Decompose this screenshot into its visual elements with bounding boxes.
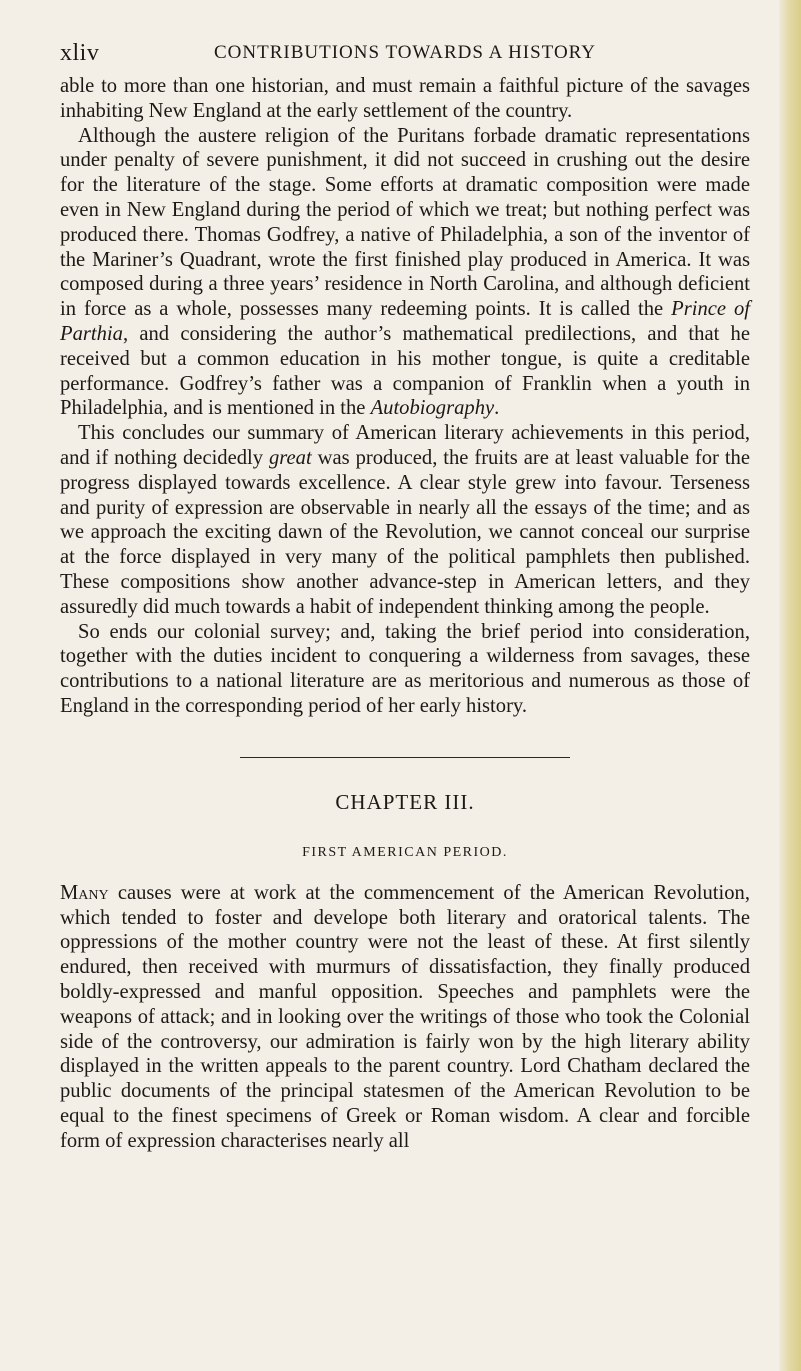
section-title: FIRST AMERICAN PERIOD.: [302, 844, 508, 860]
page-edge: [779, 0, 801, 1371]
section-divider: [240, 757, 570, 758]
book-page: [60, 40, 750, 1153]
text-segment: , and considering the author’s mathematical predilections, and that he received but a common education in his mother tongue, is quite a creditable performance. Godfrey’s father was a companion of Franklin when a youth in Philadelphia, and is mentioned in the: [60, 322, 750, 420]
italic-word-great: great: [268, 446, 312, 469]
italic-title-prince-of-parthia: Prince of Parthia: [60, 298, 750, 345]
paragraph-drama: [60, 124, 750, 422]
running-title: CONTRIBUTIONS TOWARDS A HISTORY: [213, 42, 597, 63]
text-segment: causes were at work at the commencement of the American Revolution, which tended to foster and develope both literary and oratorical talents. The oppressions of the mother country were not the least of these. At first silently endured, then received with murmurs of dissatisfaction, they finally produced boldly-expressed and manful opposition. Speeches and pamphlets were the weapons of attack; and in looking over the writings of those who took the Colonial side of the controversy, our admiration is fairly won by the high literary ability displayed in the written appeals to the parent country. Lord Chatham declared the public documents of the principal statesmen of the American Revolution to be equal to the finest specimens of Greek or Roman wisdom. A clear and forcible form of expression characterises nearly all: [60, 881, 750, 1152]
text-segment: .: [494, 397, 500, 420]
paragraph-conclusion: So ends our colonial survey; and, taking the brief period into consideration, together with the duties incident to conquering a wilderness from savages, these contributions to a national literature are as meritorious and numerous as those of England in the corresponding period of her early history.: [60, 620, 750, 717]
chapter-title: CHAPTER III.: [335, 789, 475, 814]
italic-title-autobiography: Autobiography: [370, 397, 495, 420]
text-segment: This concludes our summary of American literary achievements in this period, and if nothing decidedly: [60, 422, 750, 469]
running-header: [60, 40, 750, 74]
chapter-text: [60, 881, 750, 1154]
paragraph-continuation: able to more than one historian, and must remain a faithful picture of the savages inhabiting New England at the early settlement of the country.: [60, 75, 750, 122]
paragraph-chapter-opening: [60, 881, 750, 1154]
main-text: [60, 74, 750, 719]
text-segment: was produced, the fruits are at least valuable for the progress displayed towards excellence. A clear style grew into favour. Terseness and purity of expression are observable in nearly all the essays of the time; and as we approach the exciting dawn of the Revolution, we cannot conceal our surprise at the force displayed in very many of the political pamphlets then published. These compositions show another advance-step in American letters, and they assuredly did much towards a habit of independent thinking among the people.: [60, 446, 750, 618]
paragraph-summary: [60, 421, 750, 619]
text-segment: Although the austere religion of the Puritans forbade dramatic representations under penalty of severe punishment, it did not succeed in crushing out the desire for the literature of the stage. Some efforts at dramatic composition were made even in New England during the period of which we treat; but nothing perfect was produced there. Thomas Godfrey, a native of Philadelphia, a son of the inventor of the Mariner’s Quadrant, wrote the first finished play produced in America. It was composed during a three years’ residence in North Carolina, and although deficient in force as a whole, possesses many redeeming points. It is called the: [60, 124, 750, 321]
page-number: xliv: [60, 40, 100, 66]
lead-word: Many: [60, 881, 109, 904]
